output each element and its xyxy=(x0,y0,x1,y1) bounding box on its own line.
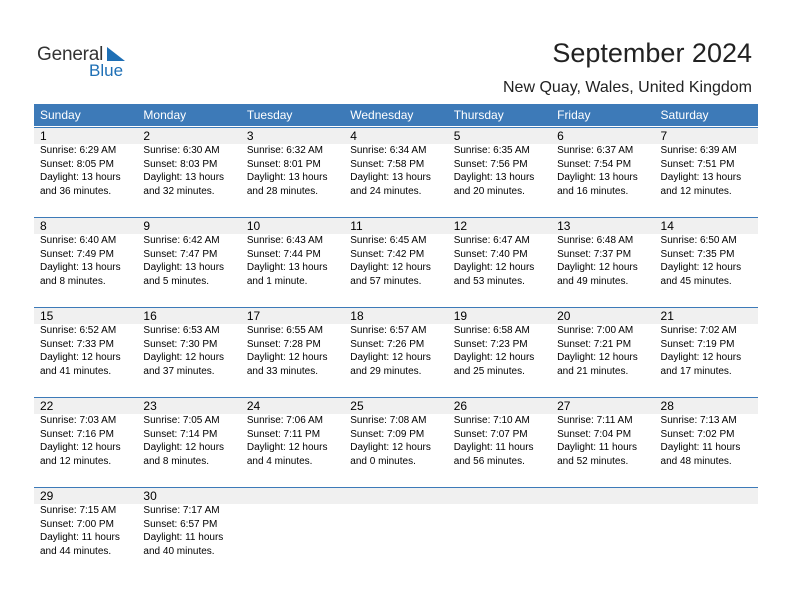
day-cell xyxy=(137,127,240,198)
daylight-hours-text: Daylight: 12 hours xyxy=(350,442,431,454)
sunrise-text: Sunrise: 7:03 AM xyxy=(40,415,117,426)
day-cell xyxy=(655,307,758,378)
sunrise-text: Sunrise: 6:42 AM xyxy=(143,235,220,246)
week-row xyxy=(34,397,758,487)
sunrise-text: Sunrise: 6:35 AM xyxy=(453,145,530,156)
sunset-text: Sunset: 7:21 PM xyxy=(557,338,632,350)
day-cell xyxy=(448,397,551,468)
day-number: 11 xyxy=(350,219,363,233)
sunrise-text: Sunrise: 6:34 AM xyxy=(350,145,427,156)
daylight-hours-text: Daylight: 12 hours xyxy=(40,442,121,454)
daylight-hours-text: Daylight: 13 hours xyxy=(143,262,225,274)
daylight-hours-text: Daylight: 13 hours xyxy=(246,172,328,184)
logo xyxy=(37,42,137,82)
daylight-minutes-text: and 48 minutes. xyxy=(660,455,732,467)
day-cell xyxy=(241,307,344,378)
weekday-header xyxy=(34,104,758,126)
day-number: 30 xyxy=(143,489,157,503)
day-number: 24 xyxy=(246,399,261,413)
sunset-text: Sunset: 7:28 PM xyxy=(246,338,321,350)
daylight-hours-text: Daylight: 13 hours xyxy=(350,172,431,184)
week-cells xyxy=(34,217,758,288)
sunrise-text: Sunrise: 6:57 AM xyxy=(350,325,427,336)
daylight-hours-text: Daylight: 12 hours xyxy=(246,352,328,364)
daylight-minutes-text: and 12 minutes. xyxy=(660,185,732,197)
sunrise-text: Sunrise: 7:11 AM xyxy=(557,415,633,426)
day-number: 5 xyxy=(453,129,461,143)
weekday-wednesday: Wednesday xyxy=(350,108,414,122)
day-cell xyxy=(34,487,137,558)
weekday-thursday: Thursday xyxy=(453,108,504,122)
day-cell xyxy=(655,217,758,288)
day-cell xyxy=(34,397,137,468)
sunrise-text: Sunrise: 6:52 AM xyxy=(40,325,117,336)
day-number: 21 xyxy=(660,309,674,323)
week-row xyxy=(34,217,758,307)
day-cell xyxy=(344,127,447,198)
daylight-minutes-text: and 29 minutes. xyxy=(350,365,422,377)
daylight-minutes-text: and 56 minutes. xyxy=(453,455,525,467)
daylight-minutes-text: and 52 minutes. xyxy=(557,455,629,467)
daylight-hours-text: Daylight: 11 hours xyxy=(453,442,534,454)
daylight-minutes-text: and 8 minutes. xyxy=(143,455,210,467)
sunset-text: Sunset: 7:30 PM xyxy=(143,338,218,350)
page-title: September 2024 xyxy=(552,38,752,68)
day-number: 18 xyxy=(350,309,364,323)
day-cell xyxy=(137,487,240,558)
sunrise-text: Sunrise: 6:47 AM xyxy=(453,235,530,246)
daylight-minutes-text: and 1 minute. xyxy=(246,275,308,287)
sunrise-text: Sunrise: 7:08 AM xyxy=(350,415,427,426)
daylight-minutes-text: and 40 minutes. xyxy=(143,545,215,557)
day-cell xyxy=(241,127,344,198)
daylight-hours-text: Daylight: 12 hours xyxy=(557,262,638,274)
daylight-minutes-text: and 21 minutes. xyxy=(557,365,629,377)
daylight-minutes-text: and 37 minutes. xyxy=(143,365,215,377)
daylight-hours-text: Daylight: 12 hours xyxy=(350,352,431,364)
sunset-text: Sunset: 7:14 PM xyxy=(143,428,218,440)
day-cell xyxy=(34,127,137,198)
sunrise-text: Sunrise: 7:15 AM xyxy=(40,505,117,516)
sunset-text: Sunset: 7:40 PM xyxy=(453,248,528,260)
weekday-sunday: Sunday xyxy=(40,108,81,122)
day-number: 3 xyxy=(246,129,254,143)
daylight-minutes-text: and 36 minutes. xyxy=(40,185,112,197)
daylight-hours-text: Daylight: 12 hours xyxy=(453,352,535,364)
day-number: 29 xyxy=(40,489,54,503)
sunrise-text: Sunrise: 7:00 AM xyxy=(557,325,634,336)
sunrise-text: Sunrise: 6:40 AM xyxy=(40,235,117,246)
day-number: 26 xyxy=(453,399,468,413)
sunset-text: Sunset: 7:07 PM xyxy=(453,428,528,440)
sunrise-text: Sunrise: 6:29 AM xyxy=(40,145,117,156)
sunset-text: Sunset: 7:56 PM xyxy=(453,158,528,170)
sunrise-text: Sunrise: 6:30 AM xyxy=(143,145,220,156)
week-cells xyxy=(34,397,758,468)
sunrise-text: Sunrise: 7:10 AM xyxy=(453,415,530,426)
daylight-hours-text: Daylight: 12 hours xyxy=(40,352,121,364)
weekday-tuesday: Tuesday xyxy=(246,108,293,122)
sunset-text: Sunset: 7:00 PM xyxy=(40,518,114,530)
day-number: 9 xyxy=(143,219,151,233)
day-number: 27 xyxy=(557,399,571,413)
sunset-text: Sunset: 7:19 PM xyxy=(660,338,735,350)
day-cell xyxy=(344,397,447,468)
day-number: 14 xyxy=(660,219,674,233)
day-number: 4 xyxy=(350,129,357,143)
sunrise-text: Sunrise: 6:53 AM xyxy=(143,325,220,336)
logo-word-blue: Blue xyxy=(89,61,124,80)
sunrise-text: Sunrise: 6:32 AM xyxy=(246,145,323,156)
daylight-minutes-text: and 20 minutes. xyxy=(453,185,525,197)
weekday-monday: Monday xyxy=(143,108,187,122)
day-cell xyxy=(241,397,344,468)
daylight-hours-text: Daylight: 11 hours xyxy=(557,442,637,454)
week-cells xyxy=(34,127,758,198)
day-number: 15 xyxy=(40,309,54,323)
sunrise-text: Sunrise: 6:37 AM xyxy=(557,145,634,156)
sunset-text: Sunset: 7:09 PM xyxy=(350,428,425,440)
day-cell xyxy=(137,217,240,288)
day-number: 7 xyxy=(660,129,668,143)
day-number: 17 xyxy=(246,309,261,323)
sunrise-text: Sunrise: 7:05 AM xyxy=(143,415,220,426)
week-row xyxy=(34,487,758,577)
daylight-minutes-text: and 25 minutes. xyxy=(453,365,525,377)
daylight-hours-text: Daylight: 12 hours xyxy=(660,262,742,274)
sunset-text: Sunset: 7:26 PM xyxy=(350,338,425,350)
daylight-minutes-text: and 41 minutes. xyxy=(40,365,112,377)
daylight-minutes-text: and 16 minutes. xyxy=(557,185,629,197)
daylight-minutes-text: and 33 minutes. xyxy=(246,365,319,377)
day-number: 10 xyxy=(246,219,261,233)
daylight-hours-text: Daylight: 13 hours xyxy=(660,172,742,184)
week-row xyxy=(34,307,758,397)
day-number: 6 xyxy=(557,129,564,143)
day-number: 2 xyxy=(143,129,151,143)
sunset-text: Sunset: 7:44 PM xyxy=(246,248,321,260)
daylight-hours-text: Daylight: 12 hours xyxy=(246,442,328,454)
day-cell xyxy=(655,397,758,468)
daylight-hours-text: Daylight: 12 hours xyxy=(350,262,431,274)
daylight-minutes-text: and 45 minutes. xyxy=(660,275,732,287)
daylight-hours-text: Daylight: 11 hours xyxy=(660,442,741,454)
sunset-text: Sunset: 7:33 PM xyxy=(40,338,114,350)
day-cell xyxy=(551,127,654,198)
day-cell xyxy=(137,307,240,378)
sunset-text: Sunset: 7:23 PM xyxy=(453,338,528,350)
sunrise-text: Sunrise: 6:48 AM xyxy=(557,235,634,246)
day-number: 1 xyxy=(40,129,47,143)
day-number: 20 xyxy=(557,309,571,323)
daylight-minutes-text: and 53 minutes. xyxy=(453,275,525,287)
sunrise-text: Sunrise: 6:45 AM xyxy=(350,235,427,246)
sunset-text: Sunset: 7:47 PM xyxy=(143,248,218,260)
daylight-hours-text: Daylight: 13 hours xyxy=(246,262,328,274)
daylight-minutes-text: and 57 minutes. xyxy=(350,275,422,287)
week-row xyxy=(34,127,758,217)
daylight-minutes-text: and 44 minutes. xyxy=(40,545,112,557)
day-number: 16 xyxy=(143,309,157,323)
day-number: 12 xyxy=(453,219,468,233)
daylight-minutes-text: and 24 minutes. xyxy=(350,185,422,197)
day-number: 23 xyxy=(143,399,157,413)
sunset-text: Sunset: 7:51 PM xyxy=(660,158,735,170)
daylight-minutes-text: and 4 minutes. xyxy=(246,455,313,467)
sunrise-text: Sunrise: 6:50 AM xyxy=(660,235,737,246)
daylight-minutes-text: and 17 minutes. xyxy=(660,365,732,377)
weekday-friday: Friday xyxy=(557,108,591,122)
day-cell xyxy=(34,307,137,378)
sunrise-text: Sunrise: 6:58 AM xyxy=(453,325,530,336)
day-number: 8 xyxy=(40,219,47,233)
sunset-text: Sunset: 7:58 PM xyxy=(350,158,425,170)
sunset-text: Sunset: 7:42 PM xyxy=(350,248,425,260)
daylight-hours-text: Daylight: 12 hours xyxy=(453,262,535,274)
daylight-hours-text: Daylight: 12 hours xyxy=(660,352,742,364)
sunrise-text: Sunrise: 6:55 AM xyxy=(246,325,323,336)
daylight-hours-text: Daylight: 11 hours xyxy=(143,532,224,544)
day-cell xyxy=(551,217,654,288)
sunset-text: Sunset: 7:37 PM xyxy=(557,248,632,260)
sunset-text: Sunset: 8:01 PM xyxy=(246,158,321,170)
day-number: 28 xyxy=(660,399,674,413)
weekday-saturday: Saturday xyxy=(660,108,709,122)
week-cells xyxy=(34,307,758,378)
daylight-minutes-text: and 32 minutes. xyxy=(143,185,215,197)
day-cell xyxy=(448,307,551,378)
day-cell xyxy=(551,397,654,468)
sunset-text: Sunset: 7:16 PM xyxy=(40,428,114,440)
sunset-text: Sunset: 8:05 PM xyxy=(40,158,114,170)
day-number: 22 xyxy=(40,399,54,413)
sunrise-text: Sunrise: 7:13 AM xyxy=(660,415,737,426)
daylight-hours-text: Daylight: 13 hours xyxy=(453,172,535,184)
daylight-minutes-text: and 28 minutes. xyxy=(246,185,319,197)
day-number: 19 xyxy=(453,309,468,323)
day-cell xyxy=(655,127,758,198)
daylight-hours-text: Daylight: 13 hours xyxy=(40,172,121,184)
sunrise-text: Sunrise: 7:06 AM xyxy=(246,415,323,426)
daylight-minutes-text: and 8 minutes. xyxy=(40,275,106,287)
sunset-text: Sunset: 6:57 PM xyxy=(143,518,218,530)
day-cell xyxy=(448,127,551,198)
daylight-hours-text: Daylight: 12 hours xyxy=(143,352,225,364)
logo-triangle-icon xyxy=(106,46,126,62)
day-number: 13 xyxy=(557,219,571,233)
daylight-hours-text: Daylight: 13 hours xyxy=(557,172,638,184)
sunrise-text: Sunrise: 7:02 AM xyxy=(660,325,737,336)
day-cell xyxy=(344,307,447,378)
day-cell xyxy=(241,217,344,288)
daylight-minutes-text: and 12 minutes. xyxy=(40,455,112,467)
day-cell xyxy=(448,217,551,288)
daylight-hours-text: Daylight: 13 hours xyxy=(40,262,121,274)
sunset-text: Sunset: 7:04 PM xyxy=(557,428,632,440)
sunrise-text: Sunrise: 7:17 AM xyxy=(143,505,220,516)
sunrise-text: Sunrise: 6:39 AM xyxy=(660,145,737,156)
sunset-text: Sunset: 7:49 PM xyxy=(40,248,114,260)
sunset-text: Sunset: 7:54 PM xyxy=(557,158,632,170)
day-cell xyxy=(344,217,447,288)
sunset-text: Sunset: 7:02 PM xyxy=(660,428,735,440)
sunrise-text: Sunrise: 6:43 AM xyxy=(246,235,323,246)
day-cell xyxy=(34,217,137,288)
location-subtitle: New Quay, Wales, United Kingdom xyxy=(503,79,752,96)
daylight-hours-text: Daylight: 12 hours xyxy=(557,352,638,364)
daylight-hours-text: Daylight: 11 hours xyxy=(40,532,120,544)
daylight-minutes-text: and 49 minutes. xyxy=(557,275,629,287)
daylight-minutes-text: and 5 minutes. xyxy=(143,275,210,287)
week-cells xyxy=(34,487,758,558)
sunset-text: Sunset: 7:35 PM xyxy=(660,248,735,260)
day-cell xyxy=(137,397,240,468)
day-cell xyxy=(551,307,654,378)
sunset-text: Sunset: 7:11 PM xyxy=(246,428,321,440)
daylight-hours-text: Daylight: 13 hours xyxy=(143,172,225,184)
day-number: 25 xyxy=(350,399,364,413)
sunset-text: Sunset: 8:03 PM xyxy=(143,158,218,170)
daylight-hours-text: Daylight: 12 hours xyxy=(143,442,225,454)
logo-word-general: General xyxy=(37,44,104,65)
daylight-minutes-text: and 0 minutes. xyxy=(350,455,416,467)
